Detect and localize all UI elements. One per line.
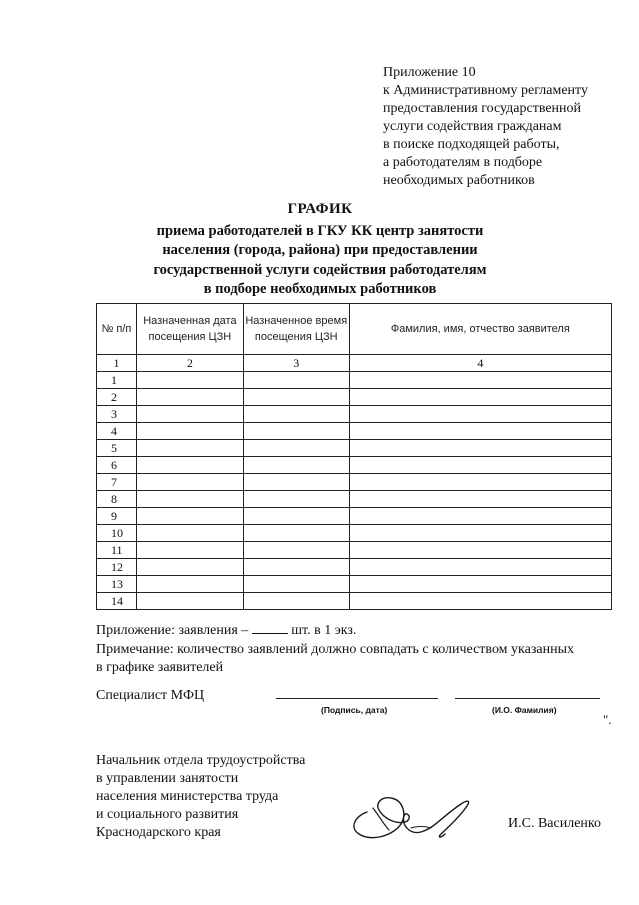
- chief-name: И.С. Василенко: [508, 816, 601, 831]
- attachment-count-blank: [252, 621, 288, 634]
- applicant-name-cell: [349, 389, 611, 406]
- row-number-cell: 2: [97, 389, 137, 406]
- table-row: [97, 372, 612, 389]
- signature-date-line: [276, 697, 438, 699]
- date-cell: [136, 372, 243, 389]
- time-cell: [243, 389, 349, 406]
- time-cell: [243, 491, 349, 508]
- table-header-row: [97, 304, 612, 355]
- date-cell: [136, 593, 243, 610]
- row-number-cell: 14: [97, 593, 137, 610]
- chief-position-line: Начальник отдела трудоустройства: [96, 753, 306, 768]
- table-row: [97, 389, 612, 406]
- header-number: № п/п: [97, 304, 137, 355]
- table-row: [97, 491, 612, 508]
- row-number-cell: 12: [97, 559, 137, 576]
- time-cell: [243, 508, 349, 525]
- row-number-cell: 3: [97, 406, 137, 423]
- note-line-1: Примечание: количество заявлений должно совпадать с количеством указанных: [96, 642, 574, 657]
- time-cell: [243, 593, 349, 610]
- table-row: [97, 559, 612, 576]
- time-cell: [243, 576, 349, 593]
- full-name-line: [455, 697, 600, 699]
- appendix-line: в поиске подходящей работы,: [383, 137, 560, 152]
- date-cell: [136, 525, 243, 542]
- table-row: [97, 576, 612, 593]
- full-name-caption: (И.О. Фамилия): [492, 705, 557, 715]
- appendix-line: к Административному регламенту: [383, 83, 588, 98]
- applicant-name-cell: [349, 474, 611, 491]
- header-date: Назначенная дата посещения ЦЗН: [136, 304, 243, 355]
- chief-position-line: в управлении занятости: [96, 771, 239, 786]
- header-applicant-name: Фамилия, имя, отчество заявителя: [349, 304, 611, 355]
- applicant-name-cell: [349, 440, 611, 457]
- header-time: Назначенное время посещения ЦЗН: [243, 304, 349, 355]
- appendix-line: предоставления государственной: [383, 101, 582, 116]
- date-cell: [136, 423, 243, 440]
- time-cell: [243, 542, 349, 559]
- title-line: приема работодателей в ГКУ КК центр занятости: [156, 222, 484, 239]
- appendix-line: услуги содействия гражданам: [383, 119, 562, 134]
- table-row: [97, 474, 612, 491]
- time-cell: [243, 372, 349, 389]
- date-cell: [136, 440, 243, 457]
- date-cell: [136, 406, 243, 423]
- column-number-row: [97, 355, 612, 372]
- time-cell: [243, 559, 349, 576]
- closing-quote-mark: ".: [603, 712, 612, 727]
- appendix-line: Приложение 10: [383, 65, 476, 80]
- date-cell: [136, 508, 243, 525]
- time-cell: [243, 440, 349, 457]
- date-cell: [136, 474, 243, 491]
- row-number-cell: 11: [97, 542, 137, 559]
- time-cell: [243, 457, 349, 474]
- table-row: [97, 440, 612, 457]
- date-cell: [136, 457, 243, 474]
- table-row: [97, 593, 612, 610]
- time-cell: [243, 525, 349, 542]
- title-main: ГРАФИК: [287, 201, 353, 217]
- table-row: [97, 542, 612, 559]
- applicant-name-cell: [349, 491, 611, 508]
- row-number-cell: 10: [97, 525, 137, 542]
- row-number-cell: 4: [97, 423, 137, 440]
- handwritten-signature: [345, 790, 485, 850]
- table-row: [97, 457, 612, 474]
- row-number-cell: 8: [97, 491, 137, 508]
- date-cell: [136, 559, 243, 576]
- table-row: [97, 406, 612, 423]
- row-number-cell: 5: [97, 440, 137, 457]
- title-line: государственной услуги содействия работодателям: [153, 261, 487, 278]
- chief-position-line: Краснодарского края: [96, 825, 221, 840]
- signature-date-caption: (Подпись, дата): [321, 705, 388, 715]
- chief-position: [96, 752, 305, 842]
- attachment-line: [96, 621, 356, 640]
- applicant-name-cell: [349, 525, 611, 542]
- title-line: населения (города, района) при предоставлении: [162, 242, 478, 258]
- row-number-cell: 13: [97, 576, 137, 593]
- time-cell: [243, 423, 349, 440]
- specialist-label: Специалист МФЦ: [96, 688, 205, 703]
- attachment-suffix: шт. в 1 экз.: [291, 623, 357, 638]
- row-number-cell: 9: [97, 508, 137, 525]
- attachment-prefix: Приложение: заявления –: [96, 623, 249, 638]
- date-cell: [136, 389, 243, 406]
- title-line: в подборе необходимых работников: [203, 281, 437, 297]
- column-number: 2: [136, 355, 243, 372]
- applicant-name-cell: [349, 406, 611, 423]
- table-row: [97, 423, 612, 440]
- applicant-name-cell: [349, 559, 611, 576]
- applicant-name-cell: [349, 542, 611, 559]
- applicant-name-cell: [349, 593, 611, 610]
- note-line-2: в графике заявителей: [96, 660, 224, 675]
- date-cell: [136, 576, 243, 593]
- applicant-name-cell: [349, 457, 611, 474]
- row-number-cell: 6: [97, 457, 137, 474]
- date-cell: [136, 542, 243, 559]
- time-cell: [243, 406, 349, 423]
- row-number-cell: 7: [97, 474, 137, 491]
- applicant-name-cell: [349, 423, 611, 440]
- appendix-line: необходимых работников: [383, 173, 535, 188]
- appendix-line: а работодателям в подборе: [383, 155, 543, 170]
- chief-position-line: и социального развития: [96, 807, 239, 822]
- date-cell: [136, 491, 243, 508]
- column-number: 4: [349, 355, 611, 372]
- row-number-cell: 1: [97, 372, 137, 389]
- table-row: [97, 508, 612, 525]
- table-row: [97, 525, 612, 542]
- column-number: 1: [97, 355, 137, 372]
- column-number: 3: [243, 355, 349, 372]
- schedule-table: [96, 303, 612, 610]
- document-title: [110, 200, 530, 300]
- applicant-name-cell: [349, 508, 611, 525]
- appendix-header: [383, 64, 633, 190]
- time-cell: [243, 474, 349, 491]
- applicant-name-cell: [349, 372, 611, 389]
- applicant-name-cell: [349, 576, 611, 593]
- chief-position-line: населения министерства труда: [96, 789, 279, 804]
